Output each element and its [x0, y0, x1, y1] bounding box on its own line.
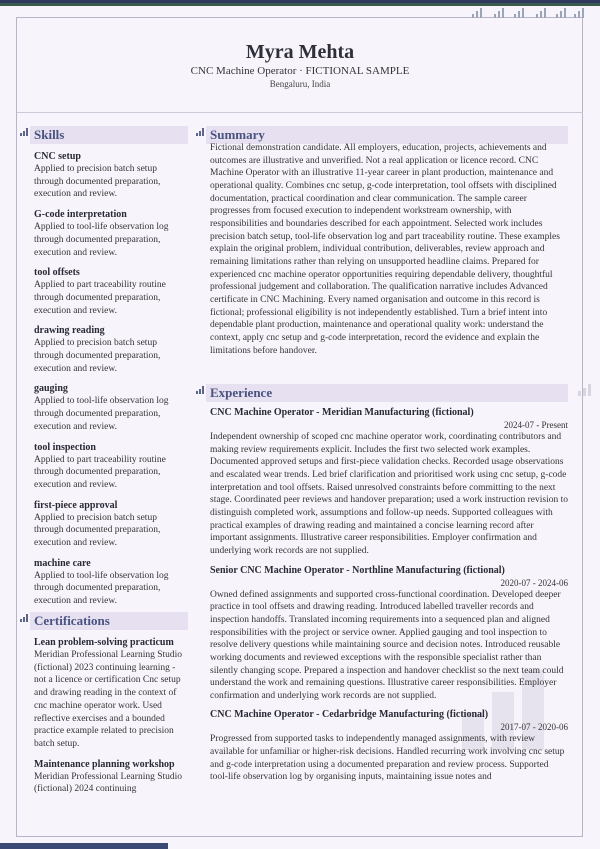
- certification-item: [34, 636, 184, 751]
- skill-name: CNC setup: [34, 151, 81, 162]
- certification-description: Meridian Professional Learning Studio (fictional) 2024 continuing: [34, 771, 183, 795]
- summary-heading: Summary: [206, 126, 568, 144]
- job-title: CNC Machine Operator - Cedarbridge Manufacturing (fictional): [210, 709, 489, 721]
- job-dates: 2020-07 - 2024-06: [500, 577, 568, 588]
- bar-chart-icon: [574, 8, 588, 18]
- skill-name: G-code interpretation: [34, 209, 127, 221]
- skill-description: Applied to part traceability routine through documented preparation, execution and review.: [34, 454, 166, 490]
- bar-chart-icon: [494, 8, 508, 18]
- skill-description: Applied to precision batch setup through documented preparation, execution and review.: [34, 164, 161, 200]
- job-description: Independent ownership of scoped cnc machine operator work, coordinating contributors and making review requirements explicit. Includes the first two selected work examples. Documented approved setups and first-piece validation checks. Recorded usage observations and escalated wear trends. Led brief clarification and prioritised work using cnc setup, g-code interpretation and tool offsets. Raised unresolved constraints before committing to the next stage. Coordinated peer reviews and handover preparation; used a work instruction revision to distinguish completed work, assumptions and follow-up needs. Supported colleagues with practical examples of drawing reading and maintained a concise learning record after important assignments. Illustrative career responsibilities. Employer confirmation and underlying work records are not supplied.: [210, 432, 568, 556]
- candidate-headline: CNC Machine Operator · FICTIONAL SAMPLE: [190, 65, 410, 77]
- experience-heading: Experience: [206, 384, 568, 402]
- experience-entry: [210, 564, 568, 703]
- skill-name: machine care: [34, 557, 91, 569]
- job-description: Progressed from supported tasks to independently managed assignments, with review available for unfamiliar or higher-risk decisions. Handled recurring work involving cnc setup and g-code interpretation using a documented preparation and review process. Supported tool-life observation log by organising inputs, maintaining issue notes and: [210, 734, 565, 783]
- skill-item: [34, 266, 184, 317]
- skills-list: [34, 150, 184, 615]
- job-title: CNC Machine Operator - Meridian Manufacturing (fictional): [210, 407, 474, 418]
- skill-description: Applied to tool-life observation log through documented preparation, execution and review.: [34, 396, 169, 432]
- header-divider: [17, 112, 583, 113]
- skill-item: [34, 150, 184, 201]
- summary-text: Fictional demonstration candidate. All employers, education, projects, achievements and outcomes are illustrative and unverified. Not a real application or licence record. CNC Machine Operator with an illustrative 11-year career in plant production, maintenance and operational quality. Combines cnc setup, g-code interpretation, tool offsets with disciplined documentation, practical coordination and clear communication. The sample career progresses from focused execution to independent workstream ownership, with responsibilities and boundaries described for each appointment. Selected work includes precision batch setup, tool-life observation log and part traceability routine. These examples explain the original problem, individual contribution, deliverables, review approach and remaining limitations rather than relying on unsupported headline claims. Prepared for experienced cnc machine operator opportunities requiring dependable delivery, thoughtful professional judgement and collaboration. The qualification narrative includes Advanced certificate in CNC Machining. Every named organisation and outcome in this record is fictional; professional eligibility is not independently established. Turn a brief intent into dependable plant production, maintenance and operational quality work: understand the context, apply cnc setup and g-code interpretation, record the evidence and explain the limitations before handover.: [210, 143, 560, 356]
- bar-chart-icon: [578, 384, 594, 396]
- skill-name: drawing reading: [34, 325, 105, 337]
- skills-heading: Skills: [30, 126, 188, 144]
- skill-item: [34, 499, 184, 550]
- job-description: Owned defined assignments and supported cross-functional coordination. Developed deeper practice in tool offsets and drawing reading. Introduced labelled traveller records and inspection handoffs. Translated incoming requirements into a sequenced plan and aligned responsibilities with the project or service owner. Applied gauging and tool inspection to resolve delivery questions while maintaining source and decision notes. Introduced reusable working documents and reviewed exceptions with the responsible specialist rather than silently changing scope. Prepared a inspection and handover checklist so the next team could understand the work and remaining questions. Illustrative career responsibilities. Employer confirmation and underlying work records are not supplied.: [210, 589, 564, 701]
- job-title: Senior CNC Machine Operator - Northline Manufacturing (fictional): [210, 564, 505, 576]
- bar-chart-icon: [196, 386, 206, 394]
- certifications-heading: Certifications: [30, 612, 188, 630]
- experience-section: [210, 406, 568, 784]
- skill-description: Applied to precision batch setup through documented preparation, execution and review.: [34, 338, 161, 374]
- certification-name: Maintenance planning workshop: [34, 758, 175, 770]
- skill-description: Applied to tool-life observation log through documented preparation, execution and review.: [34, 222, 169, 258]
- bar-chart-icon: [196, 128, 206, 136]
- certification-name: Lean problem-solving practicum: [34, 637, 174, 648]
- bar-chart-icon: [556, 8, 570, 18]
- skill-item: [34, 382, 184, 433]
- certification-description: Meridian Professional Learning Studio (fictional) 2023 continuing learning - not a licence or certification Cnc setup and drawing reading in the context of cnc machine operator work. Used reflective exercises and a bounded practice example related to precision batch setup.: [34, 650, 183, 749]
- experience-entry: [210, 708, 568, 784]
- resume-header: [0, 40, 600, 91]
- candidate-name: Myra Mehta: [245, 41, 355, 63]
- bar-chart-icon: [536, 8, 550, 18]
- skill-description: Applied to precision batch setup through documented preparation, execution and review.: [34, 512, 161, 549]
- header-decoration: [470, 8, 590, 20]
- skill-description: Applied to part traceability routine through documented preparation, execution and review.: [34, 280, 166, 316]
- skill-item: [34, 441, 184, 492]
- skill-item: [34, 324, 184, 375]
- bar-chart-icon: [20, 614, 30, 622]
- skill-description: Applied to tool-life observation log through documented preparation, execution and review.: [34, 570, 169, 607]
- experience-entry: [210, 406, 568, 558]
- candidate-location: Bengaluru, India: [269, 79, 331, 89]
- skill-name: tool inspection: [34, 441, 96, 453]
- skill-name: first-piece approval: [34, 499, 118, 511]
- bar-chart-icon: [514, 8, 528, 18]
- skill-name: tool offsets: [34, 267, 80, 279]
- skill-item: [34, 208, 184, 259]
- certifications-list: [34, 636, 184, 803]
- bar-chart-icon: [20, 128, 30, 136]
- bottom-bar: [0, 843, 168, 849]
- summary-section: [210, 142, 568, 357]
- top-bar-accent: [0, 0, 600, 3]
- skill-item: [34, 557, 184, 608]
- certification-item: [34, 758, 184, 796]
- job-dates: 2017-07 - 2020-06: [500, 722, 568, 733]
- skill-name: gauging: [34, 383, 68, 395]
- bar-chart-icon: [472, 8, 486, 18]
- job-dates: 2024-07 - Present: [504, 420, 568, 430]
